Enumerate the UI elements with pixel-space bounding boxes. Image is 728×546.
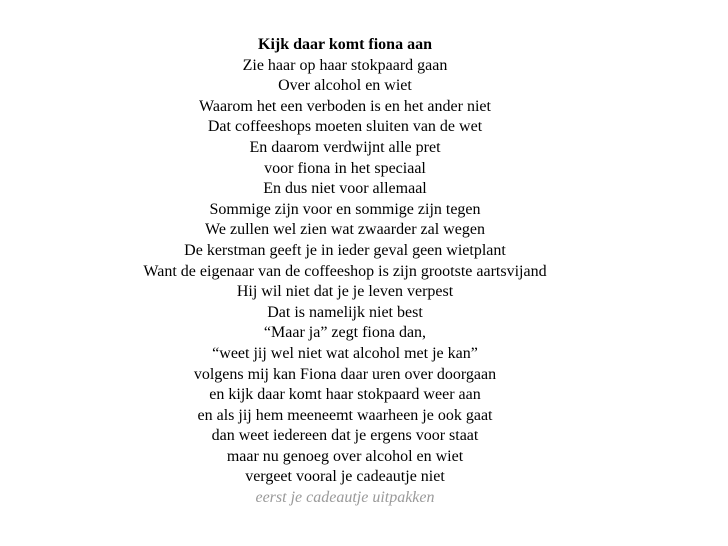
poem-line: en als jij hem meeneemt waarheen je ook gaat: [197, 406, 493, 424]
poem-line: Waarom het een verboden is en het ander niet: [199, 97, 491, 115]
poem-line: En dus niet voor allemaal: [263, 180, 427, 198]
poem-line: Dat coffeeshops moeten sluiten van de wet: [207, 118, 483, 136]
poem-line: volgens mij kan Fiona daar uren over doorgaan: [193, 365, 497, 383]
poem-line: Over alcohol en wiet: [278, 77, 412, 95]
poem-closing-line: eerst je cadeautje uitpakken: [255, 489, 435, 507]
poem-line: Hij wil niet dat je je leven verpest: [236, 283, 454, 301]
poem-line: voor fiona in het speciaal: [264, 159, 426, 177]
poem-line: Zie haar op haar stokpaard gaan: [242, 56, 448, 74]
poem: [0, 35, 690, 509]
poem-line: “weet jij wel niet wat alcohol met je kan”: [212, 344, 478, 362]
poem-line: Want de eigenaar van de coffeeshop is zijn grootste aartsvijand: [143, 262, 547, 280]
poem-line: En daarom verdwijnt alle pret: [249, 138, 441, 156]
poem-line: Dat is namelijk niet best: [267, 303, 423, 321]
poem-line: en kijk daar komt haar stokpaard weer aan: [209, 386, 481, 404]
poem-line: Sommige zijn voor en sommige zijn tegen: [209, 200, 481, 218]
poem-line: dan weet iedereen dat je ergens voor staat: [211, 427, 479, 445]
poem-line: We zullen wel zien wat zwaarder zal wegen: [205, 221, 485, 239]
poem-line: vergeet vooral je cadeautje niet: [245, 468, 445, 486]
poem-line: “Maar ja” zegt fiona dan,: [263, 324, 427, 342]
poem-line: maar nu genoeg over alcohol en wiet: [226, 447, 464, 465]
poem-title: Kijk daar komt fiona aan: [258, 36, 432, 53]
poem-line: De kerstman geeft je in ieder geval geen wietplant: [184, 241, 506, 259]
